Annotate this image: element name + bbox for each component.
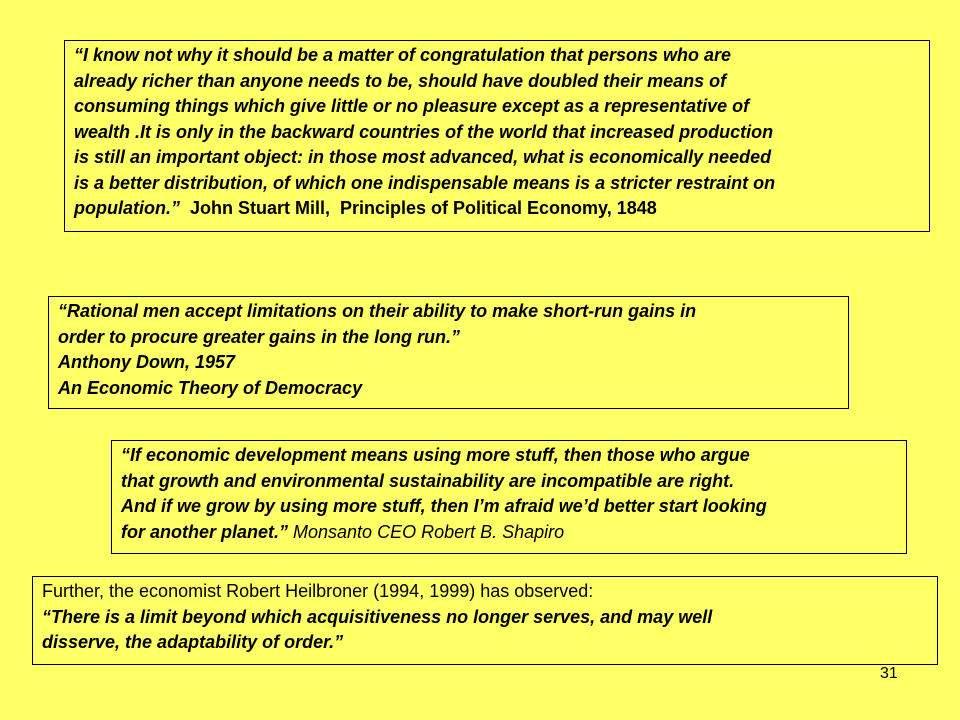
shapiro-quote-line: that growth and environmental sustainability are incompatible are right.: [121, 470, 735, 491]
heilbroner-quote-box: [32, 576, 938, 665]
mill-quote-box: [64, 40, 930, 232]
mill-quote-line: is a better distribution, of which one indispensable means is a stricter restraint on: [74, 172, 776, 193]
mill-quote-line: population.”: [74, 198, 180, 218]
shapiro-quote-line: And if we grow by using more stuff, then I’m afraid we’d better start looking: [121, 496, 767, 516]
mill-quote-line: is still an important object: in those most advanced, what is economically needed: [74, 147, 772, 167]
downs-author: Anthony Down, 1957: [58, 352, 236, 372]
shapiro-quote-line: for another planet.”: [121, 521, 289, 542]
slide-number: 31: [880, 665, 898, 682]
shapiro-quote-box: [111, 440, 907, 554]
mill-quote-line: consuming things which give little or no pleasure except as a representative of: [74, 96, 750, 116]
mill-quote-last-line: [74, 196, 920, 222]
mill-quote-line: “I know not why it should be a matter of congratulation that persons who are: [74, 45, 732, 65]
mill-quote-line: already richer than anyone needs to be, should have doubled their means of: [74, 70, 727, 91]
heilbroner-quote-line: “There is a limit beyond which acquisitiveness no longer serves, and may well: [42, 606, 713, 627]
downs-quote-box: [48, 296, 849, 409]
heilbroner-quote-line: disserve, the adaptability of order.”: [42, 632, 344, 652]
heilbroner-intro: Further, the economist Robert Heilbroner (1994, 1999) has observed:: [42, 581, 594, 601]
shapiro-attribution: Monsanto CEO Robert B. Shapiro: [288, 521, 565, 542]
mill-quote-line: wealth .It is only in the backward countries of the world that increased production: [74, 121, 774, 142]
downs-quote-line: “Rational men accept limitations on their ability to make short-run gains in: [58, 301, 697, 321]
shapiro-quote-line: “If economic development means using more stuff, then those who argue: [121, 445, 750, 465]
shapiro-quote-last-line: [121, 520, 897, 546]
mill-attribution: John Stuart Mill, Principles of Political Economy, 1848: [179, 198, 657, 218]
downs-quote-line: order to procure greater gains in the long run.”: [58, 326, 461, 347]
downs-book-title: An Economic Theory of Democracy: [58, 377, 363, 398]
